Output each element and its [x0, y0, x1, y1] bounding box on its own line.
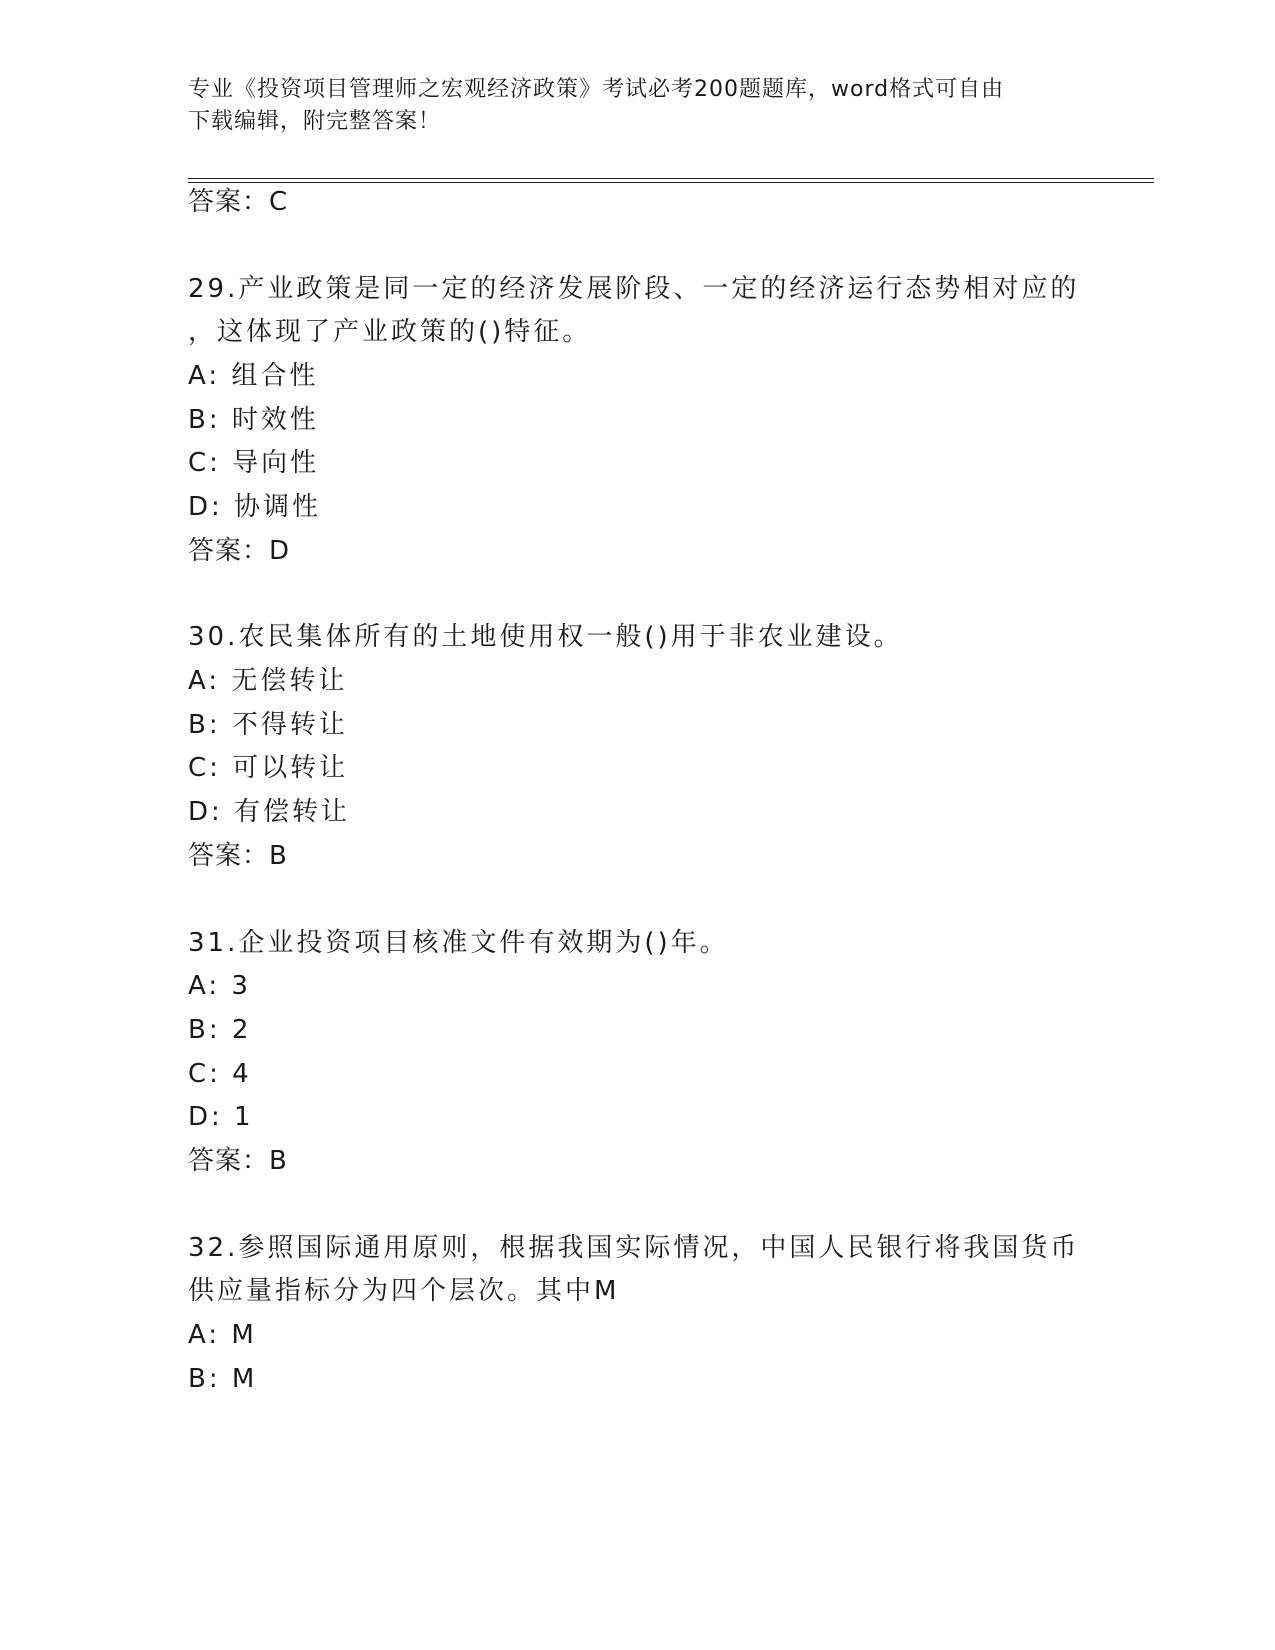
question-30-answer: 答案：B — [188, 841, 288, 871]
question-30-stem-line-1: 30.农民集体所有的土地使用权一般()用于非农业建设。 — [188, 622, 903, 652]
header-line-2: 下载编辑，附完整答案！ — [188, 109, 442, 134]
previous-answer: 答案：C — [188, 187, 289, 217]
question-32-option-a: A: M — [188, 1320, 257, 1350]
question-29-stem-line-1: 29.产业政策是同一定的经济发展阶段、一定的经济运行态势相对应的 — [188, 274, 1080, 304]
question-32-option-b: B: M — [188, 1364, 258, 1394]
question-30-option-d: D: 有偿转让 — [188, 797, 351, 827]
question-29-option-d: D: 协调性 — [188, 492, 322, 522]
header-divider-bottom — [188, 182, 1154, 183]
question-32-stem-line-1: 32.参照国际通用原则，根据我国实际情况，中国人民银行将我国货币 — [188, 1233, 1080, 1263]
question-30-option-c: C: 可以转让 — [188, 753, 349, 783]
question-31-option-c: C: 4 — [188, 1059, 252, 1089]
question-32-stem-line-2: 供应量指标分为四个层次。其中M — [188, 1276, 620, 1306]
question-29-option-b: B: 时效性 — [188, 405, 319, 435]
question-31-option-a: A: 3 — [188, 971, 251, 1001]
question-30-option-a: A: 无偿转让 — [188, 666, 348, 696]
question-29-option-a: A: 组合性 — [188, 361, 319, 391]
question-31-stem-line-1: 31.企业投资项目核准文件有效期为()年。 — [188, 928, 729, 958]
question-29-option-c: C: 导向性 — [188, 448, 320, 478]
document-header — [188, 74, 1068, 138]
header-line-1: 专业《投资项目管理师之宏观经济政策》考试必考200题题库，word格式可自由 — [188, 77, 1005, 102]
question-29-stem-line-2: ，这体现了产业政策的()特征。 — [188, 317, 592, 347]
question-31-option-d: D: 1 — [188, 1102, 254, 1132]
question-31-option-b: B: 2 — [188, 1015, 252, 1045]
question-29-answer: 答案：D — [188, 536, 291, 566]
header-divider-top — [188, 178, 1154, 179]
question-31-answer: 答案：B — [188, 1146, 288, 1176]
question-30-option-b: B: 不得转让 — [188, 710, 348, 740]
